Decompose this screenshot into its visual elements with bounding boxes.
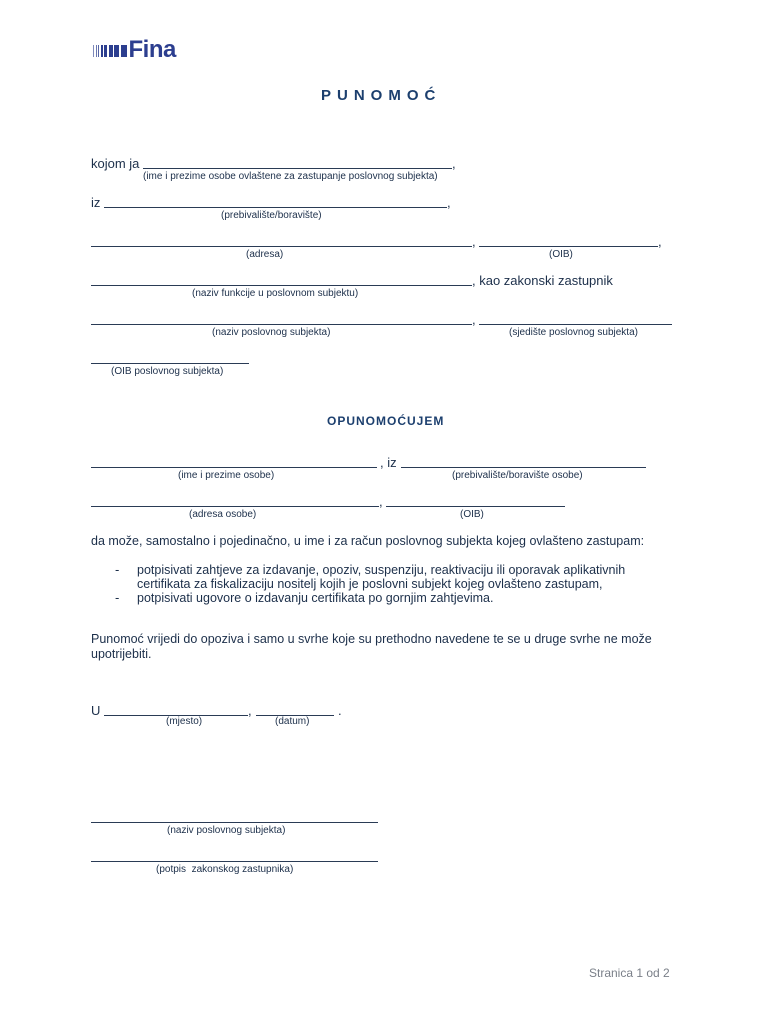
comma: , <box>658 234 662 249</box>
logo-bars-icon <box>93 43 127 57</box>
kojom-ja-label: kojom ja <box>91 156 140 171</box>
comma: , <box>472 312 476 327</box>
authorization-intro: da može, samostalno i pojedinačno, u ime i za račun poslovnog subjekta kojeg ovlašteno zastupam: <box>91 534 645 548</box>
caption-ime-prezime-osobe: (ime i prezime osobe) <box>178 470 275 481</box>
page-number: Stranica 1 od 2 <box>589 966 670 980</box>
bullet-2: potpisivati ugovore o izdavanju certifikata po gornjim zahtjevima. <box>137 591 494 605</box>
oib-line[interactable] <box>479 246 658 247</box>
u-label: U <box>91 703 101 718</box>
validity-line-1: Punomoć vrijedi do opoziva i samo u svrhe koje su prethodno navedene te se u druge svrhe ne može <box>91 632 652 646</box>
comma: , <box>472 234 476 249</box>
period: . <box>338 703 342 718</box>
bullet-dash-1: - <box>115 562 120 577</box>
iz-label: iz <box>91 195 101 210</box>
logo-wordmark: Fina <box>128 36 176 63</box>
opunomocujem-heading: OPUNOMOĆUJEM <box>327 414 445 428</box>
ime-prezime-ovlastene-line[interactable] <box>143 168 452 169</box>
caption-signature-naziv-subjekta: (naziv poslovnog subjekta) <box>167 825 286 836</box>
adresa-osobe-line[interactable] <box>91 506 379 507</box>
caption-prebivaliste-osobe: (prebivalište/boravište osobe) <box>452 470 583 481</box>
bullet-1-line-2: certifikata za fiskalizaciju nositelj kojih je poslovni subjekt kojeg ovlašteno zastupam, <box>137 577 603 591</box>
caption-signature-potpis: (potpis zakonskog zastupnika) <box>156 864 294 875</box>
caption-oib-subjekta: (OIB poslovnog subjekta) <box>111 366 224 377</box>
caption-oib: (OIB) <box>549 249 573 260</box>
comma: , <box>447 195 451 210</box>
iz-label: , iz <box>380 455 397 470</box>
caption-adresa: (adresa) <box>246 249 284 260</box>
document-title: PUNOMOĆ <box>321 87 442 104</box>
comma: , <box>452 156 456 171</box>
adresa-line[interactable] <box>91 246 472 247</box>
sjediste-line[interactable] <box>479 324 672 325</box>
caption-naziv-funkcije: (naziv funkcije u poslovnom subjektu) <box>192 288 359 299</box>
caption-naziv-poslovnog-subjekta: (naziv poslovnog subjekta) <box>212 327 331 338</box>
bullet-1-line-1: potpisivati zahtjeve za izdavanje, opoziv, suspenziju, reaktivaciju ili oporavak aplikativnih <box>137 563 626 577</box>
prebivaliste-line[interactable] <box>104 207 447 208</box>
naziv-funkcije-line[interactable] <box>91 285 472 286</box>
kao-zakonski-zastupnik-label: , kao zakonski zastupnik <box>472 273 613 288</box>
caption-mjesto: (mjesto) <box>166 716 203 727</box>
caption-oib-osobe: (OIB) <box>460 509 484 520</box>
caption-sjediste: (sjedište poslovnog subjekta) <box>509 327 638 338</box>
caption-prebivaliste: (prebivalište/boravište) <box>221 210 322 221</box>
ime-prezime-osobe-line[interactable] <box>91 467 377 468</box>
signature-potpis-line[interactable] <box>91 861 378 862</box>
caption-adresa-osobe: (adresa osobe) <box>189 509 257 520</box>
prebivaliste-osobe-line[interactable] <box>401 467 646 468</box>
validity-line-2: upotrijebiti. <box>91 647 152 661</box>
caption-datum: (datum) <box>275 716 310 727</box>
comma: , <box>248 703 252 718</box>
fina-logo <box>93 38 176 62</box>
oib-osobe-line[interactable] <box>386 506 565 507</box>
caption-ime-prezime-ovlastene: (ime i prezime osobe ovlaštene za zastupanje poslovnog subjekta) <box>143 171 438 182</box>
bullet-dash-2: - <box>115 590 120 605</box>
comma: , <box>379 494 383 509</box>
naziv-poslovnog-subjekta-line[interactable] <box>91 324 472 325</box>
signature-naziv-subjekta-line[interactable] <box>91 822 378 823</box>
oib-subjekta-line[interactable] <box>91 363 249 364</box>
